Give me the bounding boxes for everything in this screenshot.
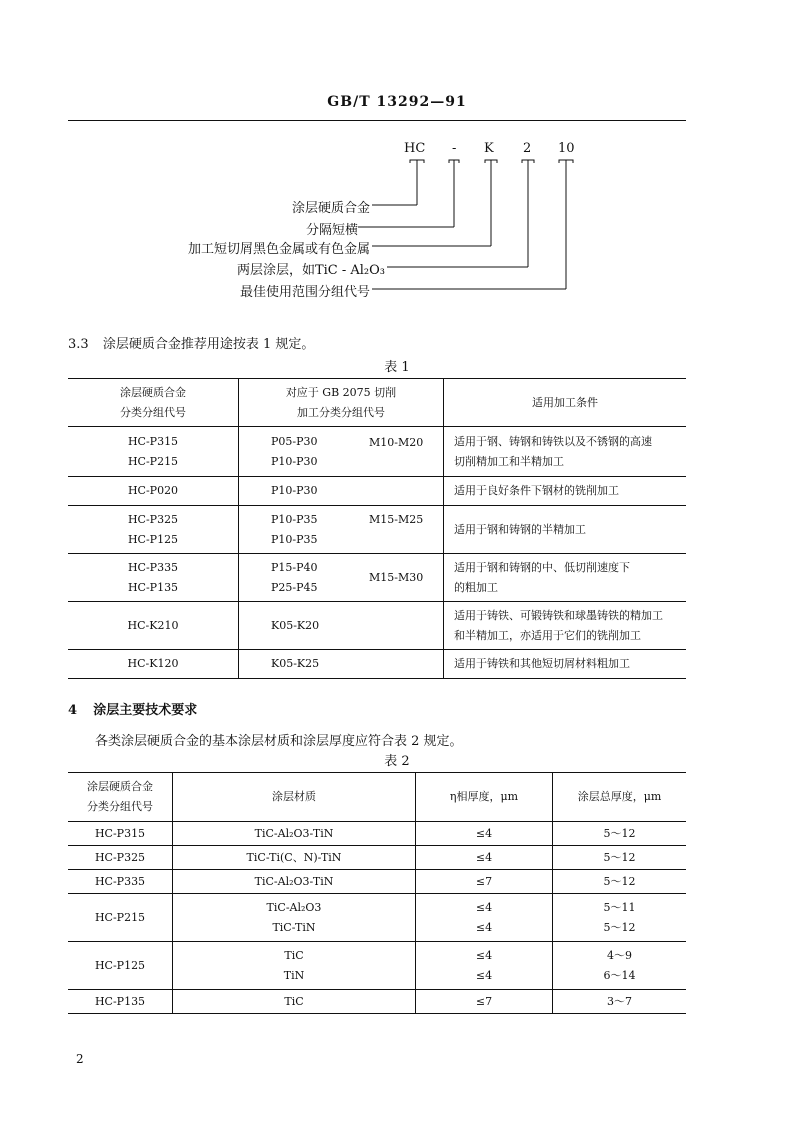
cell-code: HC-P135 xyxy=(68,990,173,1014)
cell-p-range: P10-P30 xyxy=(271,454,318,468)
cell-total: 6～14 xyxy=(603,968,636,982)
cell-code: HC-P335 xyxy=(68,870,173,894)
cell-material: TiC-TiN xyxy=(272,920,316,934)
table-row xyxy=(68,602,686,650)
section-4-number: 4 xyxy=(68,703,78,718)
table2-header-total xyxy=(553,773,687,822)
table-row xyxy=(68,506,686,554)
cell-condition: 适用于钢、铸钢和铸铁以及不锈钢的高速 xyxy=(454,434,652,448)
cell-total: 5～12 xyxy=(553,870,687,894)
table2 xyxy=(68,772,686,1014)
cell-condition: 和半精加工，亦适用于它们的铣削加工 xyxy=(454,628,641,642)
cell-eta: ≤4 xyxy=(475,948,493,962)
label-coated-carbide: 涂层硬质合金 xyxy=(291,201,370,216)
cell-code: HC-P135 xyxy=(127,580,179,594)
cell-code: HC-P125 xyxy=(68,942,173,990)
cell-code: HC-P215 xyxy=(127,454,179,468)
table2-header-code-text: 涂层硬质合金 分类分组代号 xyxy=(87,780,153,813)
table-row xyxy=(68,554,686,602)
cell-eta: ≤4 xyxy=(475,920,493,934)
cell-code: HC-P020 xyxy=(127,484,179,497)
cell-p-range: P05-P30 xyxy=(271,434,318,448)
cell-p-range: P25-P45 xyxy=(271,580,318,594)
code-hc: HC xyxy=(404,141,426,156)
label-best-range-code: 最佳使用范围分组代号 xyxy=(239,285,370,300)
table2-header-eta-text: η相厚度，μm xyxy=(449,790,519,803)
table2-header-total-text: 涂层总厚度，μm xyxy=(577,790,662,803)
table-row xyxy=(68,990,686,1014)
cell-p-range: K05-K25 xyxy=(271,657,320,670)
table-row xyxy=(68,477,686,506)
table-row xyxy=(68,942,686,990)
cell-eta: ≤4 xyxy=(416,846,553,870)
table1-header-conditions xyxy=(444,379,687,427)
cell-material: TiC-Al₂O3 xyxy=(266,900,322,914)
table-row xyxy=(68,650,686,679)
section-3-3-text: 涂层硬质合金推荐用途按表 1 规定。 xyxy=(102,337,315,352)
label-two-layer-coating: 两层涂层，如TiC - Al₂O₃ xyxy=(236,263,385,278)
cell-m-range: M10-M20 xyxy=(369,436,424,449)
cell-eta: ≤4 xyxy=(416,822,553,846)
cell-total: 3～7 xyxy=(553,990,687,1014)
cell-eta: ≤4 xyxy=(475,968,493,982)
cell-total: 5～12 xyxy=(603,920,636,934)
section-4-title: 涂层主要技术要求 xyxy=(93,703,198,718)
cell-material: TiN xyxy=(283,968,305,982)
table1-header-code xyxy=(68,379,239,427)
cell-total: 5～12 xyxy=(553,846,687,870)
table2-header-row xyxy=(68,773,686,822)
cell-m-range: M15-M25 xyxy=(369,513,424,526)
cell-condition: 切削精加工和半精加工 xyxy=(454,454,564,468)
table1-header-gb2075-text: 对应于 GB 2075 切削 加工分类分组代号 xyxy=(285,385,397,419)
table1-header-code-text: 涂层硬质合金 分类分组代号 xyxy=(120,385,186,419)
cell-code: HC-P125 xyxy=(127,532,179,546)
cell-code: HC-K210 xyxy=(127,618,179,632)
code-dash: - xyxy=(452,141,457,156)
cell-p-range: P10-P35 xyxy=(271,532,318,546)
cell-total: 4～9 xyxy=(607,948,632,962)
cell-code: HC-K120 xyxy=(127,657,179,670)
table-row xyxy=(68,846,686,870)
cell-p-range: P10-P30 xyxy=(271,484,318,497)
cell-eta: ≤7 xyxy=(416,990,553,1014)
code-k: K xyxy=(484,141,494,156)
cell-p-range: K05-K20 xyxy=(271,618,320,632)
code-2: 2 xyxy=(523,141,532,156)
label-material-group: 加工短切屑黑色金属或有色金属 xyxy=(187,242,370,257)
cell-material: TiC xyxy=(173,990,416,1014)
table2-header-code xyxy=(68,773,173,822)
section-3-3-number: 3.3 xyxy=(68,337,89,352)
table-row xyxy=(68,822,686,846)
cell-m-range: M15-M30 xyxy=(369,570,424,584)
cell-material: TiC-Al₂O3-TiN xyxy=(173,822,416,846)
table1 xyxy=(68,378,686,679)
table2-header-material xyxy=(173,773,416,822)
cell-material: TiC-Ti(C、N)-TiN xyxy=(173,846,416,870)
cell-code: HC-P215 xyxy=(68,894,173,942)
table2-header-material-text: 涂层材质 xyxy=(272,790,316,803)
cell-code: HC-P325 xyxy=(68,846,173,870)
cell-code: HC-P335 xyxy=(127,560,179,574)
cell-condition: 适用于钢和铸钢的中、低切削速度下 xyxy=(454,560,630,574)
cell-p-range: P15-P40 xyxy=(271,560,318,574)
cell-condition: 适用于铸铁和其他短切屑材料粗加工 xyxy=(454,657,630,670)
page-number: 2 xyxy=(76,1052,84,1066)
cell-condition: 适用于良好条件下钢材的铣削加工 xyxy=(454,484,619,497)
cell-code: HC-P315 xyxy=(68,822,173,846)
section-4-text: 各类涂层硬质合金的基本涂层材质和涂层厚度应符合表 2 规定。 xyxy=(95,734,463,749)
code-connector-lines xyxy=(0,0,794,320)
cell-p-range: P10-P35 xyxy=(271,512,318,526)
cell-total: 5～12 xyxy=(553,822,687,846)
cell-condition: 的粗加工 xyxy=(454,580,498,594)
table-row xyxy=(68,894,686,942)
table-row xyxy=(68,427,686,477)
cell-eta: ≤4 xyxy=(475,900,493,914)
table-row xyxy=(68,870,686,894)
cell-eta: ≤7 xyxy=(416,870,553,894)
page-header-title: GB/T 13292—91 xyxy=(327,94,467,110)
cell-code: HC-P315 xyxy=(127,434,179,448)
table1-header-row xyxy=(68,379,686,427)
cell-code: HC-P325 xyxy=(127,512,179,526)
code-10: 10 xyxy=(558,141,575,156)
table1-header-conditions-text: 适用加工条件 xyxy=(532,395,598,409)
table2-caption: 表 2 xyxy=(384,754,410,769)
cell-condition: 适用于钢和铸钢的半精加工 xyxy=(454,522,586,536)
label-separator-dash: 分隔短横 xyxy=(305,223,358,238)
cell-material: TiC xyxy=(284,948,304,962)
cell-material: TiC-Al₂O3-TiN xyxy=(173,870,416,894)
cell-total: 5～11 xyxy=(603,900,636,914)
table2-header-eta xyxy=(416,773,553,822)
table1-caption: 表 1 xyxy=(384,360,410,375)
cell-condition: 适用于铸铁、可锻铸铁和球墨铸铁的精加工 xyxy=(454,608,663,622)
table1-header-gb2075 xyxy=(239,379,444,427)
